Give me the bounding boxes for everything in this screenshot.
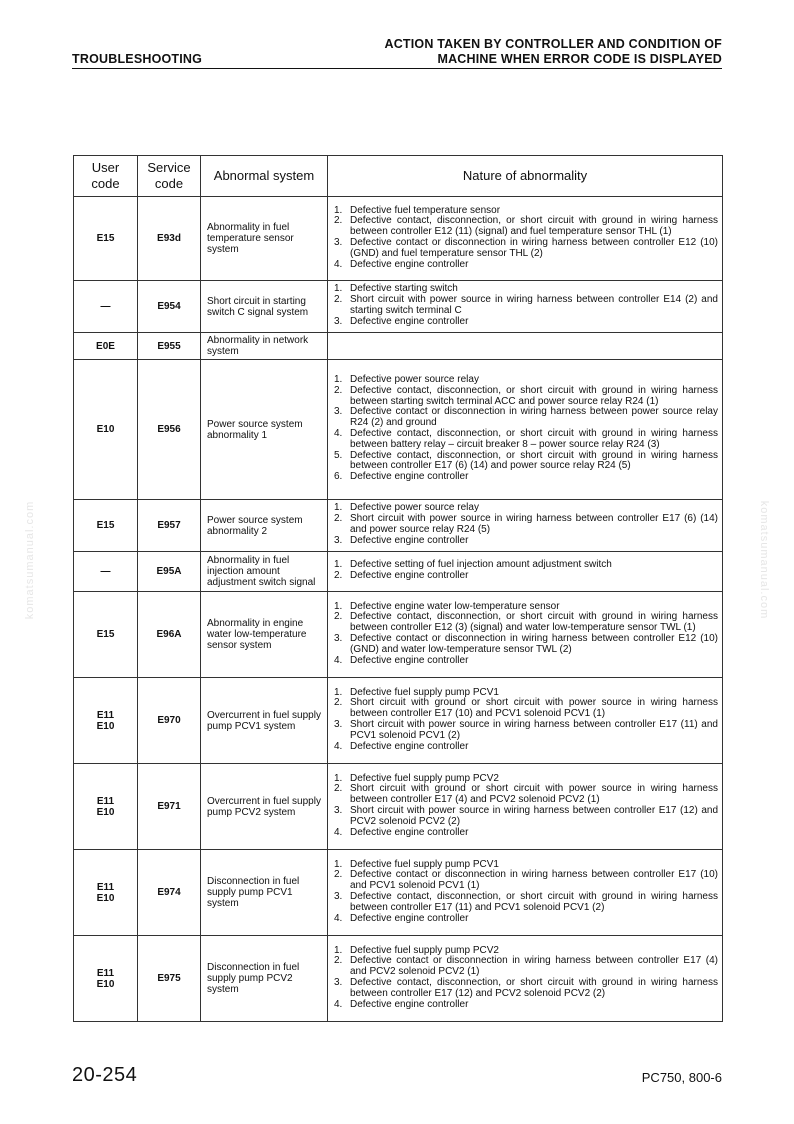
cause-text: Defective contact or disconnection in wiring harness between controller E12 (10) (GND) and water low-temperature sensor TWL (2)	[350, 633, 718, 655]
cause-list	[334, 206, 718, 271]
abnormal-system: Abnormality in engine water low-temperature sensor system	[201, 592, 328, 678]
table-row	[74, 850, 723, 936]
page-title-line-1: ACTION TAKEN BY CONTROLLER AND CONDITION OF	[384, 37, 722, 51]
cause-item	[334, 806, 718, 828]
cause-item	[334, 514, 718, 536]
cause-item	[334, 656, 718, 667]
nature-of-abnormality	[328, 552, 723, 592]
cause-text: Defective setting of fuel injection amount adjustment switch	[350, 559, 612, 571]
cause-number: 4.	[334, 740, 343, 752]
table-row	[74, 500, 723, 552]
service-code: E957	[138, 500, 201, 552]
cause-number: 3.	[334, 977, 343, 988]
cause-text: Defective contact, disconnection, or short circuit with ground in wiring harness between controller E12 (11) (signal) and fuel temperature sensor THL (1)	[350, 215, 718, 238]
header-nature-of-abnormality: Nature of abnormality	[328, 156, 723, 197]
cause-text: Short circuit with power source in wiring harness between controller E17 (11) and PCV1 solenoid PCV1 (2)	[350, 719, 718, 741]
nature-of-abnormality	[328, 764, 723, 850]
cause-item	[334, 1000, 718, 1011]
cause-number: 1.	[334, 772, 343, 784]
cause-item	[334, 429, 718, 451]
nature-of-abnormality	[328, 360, 723, 500]
cause-text: Defective engine controller	[350, 258, 469, 270]
cause-text: Defective power source relay	[350, 374, 479, 386]
cause-item	[334, 451, 718, 473]
cause-number: 2.	[334, 294, 343, 306]
page-title	[384, 37, 722, 67]
user-code: E11	[96, 967, 115, 979]
cause-number: 1.	[334, 944, 343, 956]
cause-text: Defective fuel temperature sensor	[350, 204, 501, 216]
cause-item	[334, 914, 718, 925]
service-code: E971	[138, 764, 201, 850]
cause-text: Defective engine controller	[350, 998, 469, 1010]
cause-item	[334, 216, 718, 238]
cause-number: 2.	[334, 513, 343, 525]
service-code: E955	[138, 333, 201, 360]
user-code-cell	[74, 552, 138, 592]
cause-number: 3.	[334, 237, 343, 248]
cause-item	[334, 238, 718, 260]
cause-item	[334, 386, 718, 408]
user-code-cell	[74, 197, 138, 281]
cause-text: Defective engine controller	[350, 740, 469, 752]
cause-list	[334, 375, 718, 483]
nature-of-abnormality	[328, 197, 723, 281]
cause-item	[334, 634, 718, 656]
service-code: E975	[138, 936, 201, 1022]
cause-number: 1.	[334, 858, 343, 870]
cause-text: Defective contact or disconnection in wiring harness between controller E12 (10) (GND) and fuel temperature sensor THL (2)	[350, 237, 718, 259]
cause-item	[334, 892, 718, 914]
abnormal-system: Disconnection in fuel supply pump PCV2 system	[201, 936, 328, 1022]
user-code: E10	[96, 978, 115, 990]
cause-item	[334, 317, 718, 328]
user-code: E15	[96, 520, 115, 531]
cause-item	[334, 978, 718, 1000]
cause-text: Short circuit with ground or short circuit with power source in wiring harness between controller E17 (4) and PCV2 solenoid PCV2 (1)	[350, 783, 718, 806]
cause-number: 6.	[334, 471, 343, 483]
cause-list	[334, 774, 718, 839]
table-row	[74, 197, 723, 281]
abnormal-system: Power source system abnormality 1	[201, 360, 328, 500]
cause-item	[334, 828, 718, 839]
service-code: E95A	[138, 552, 201, 592]
header-abnormal-system: Abnormal system	[201, 156, 328, 197]
cause-number: 4.	[334, 258, 343, 270]
cause-text: Defective contact or disconnection in wiring harness between controller E17 (4) and PCV2 solenoid PCV2 (1)	[350, 955, 718, 978]
cause-text: Short circuit with power source in wiring harness between controller E17 (6) (14) and power source relay R24 (5)	[350, 513, 718, 535]
service-code: E956	[138, 360, 201, 500]
table-body	[74, 197, 723, 1022]
user-code: E10	[96, 720, 115, 732]
service-code: E96A	[138, 592, 201, 678]
cause-number: 3.	[334, 719, 343, 730]
cause-text: Defective contact or disconnection in wiring harness between controller E17 (10) and PCV1 solenoid PCV1 (1)	[350, 869, 718, 892]
cause-text: Defective contact, disconnection, or short circuit with ground in wiring harness between controller E17 (12) and PCV2 solenoid PCV2 (2)	[350, 977, 718, 999]
user-code-cell	[74, 592, 138, 678]
page-title-line-2: MACHINE WHEN ERROR CODE IS DISPLAYED	[437, 52, 722, 66]
user-code-cell	[74, 500, 138, 552]
nature-of-abnormality	[328, 678, 723, 764]
cause-number: 2.	[334, 384, 343, 396]
cause-number: 4.	[334, 428, 343, 439]
cause-number: 1.	[334, 204, 343, 216]
user-code-cell	[74, 850, 138, 936]
cause-text: Defective engine controller	[350, 912, 469, 924]
cause-list	[334, 560, 718, 582]
user-code: —	[100, 301, 111, 312]
cause-number: 4.	[334, 912, 343, 924]
cause-text: Defective engine controller	[350, 654, 469, 666]
cause-list	[334, 860, 718, 925]
user-code-cell	[74, 281, 138, 333]
cause-number: 2.	[334, 215, 343, 227]
cause-item	[334, 956, 718, 978]
cause-text: Defective engine controller	[350, 534, 469, 546]
header-rule	[72, 68, 722, 69]
cause-number: 3.	[334, 315, 343, 327]
cause-number: 1.	[334, 559, 343, 571]
cause-text: Short circuit with power source in wiring harness between controller E17 (12) and PCV2 solenoid PCV2 (2)	[350, 805, 718, 827]
cause-number: 3.	[334, 805, 343, 816]
cause-list	[334, 688, 718, 753]
cause-text: Defective engine controller	[350, 826, 469, 838]
table-row	[74, 281, 723, 333]
table-row	[74, 360, 723, 500]
cause-item	[334, 870, 718, 892]
cause-number: 2.	[334, 783, 343, 795]
user-code: E10	[96, 806, 115, 818]
cause-text: Defective contact, disconnection, or short circuit with ground in wiring harness between controller E17 (11) and PCV1 solenoid PCV1 (2)	[350, 891, 718, 913]
table-header-row	[74, 156, 723, 197]
cause-item	[334, 472, 718, 483]
cause-item	[334, 698, 718, 720]
abnormal-system: Overcurrent in fuel supply pump PCV2 system	[201, 764, 328, 850]
cause-item	[334, 536, 718, 547]
user-code: E0E	[96, 340, 115, 352]
cause-text: Short circuit with ground or short circuit with power source in wiring harness between controller E17 (10) and PCV1 solenoid PCV1 (1)	[350, 697, 718, 720]
cause-number: 5.	[334, 449, 343, 461]
user-code: —	[100, 566, 111, 577]
user-code-cell	[74, 360, 138, 500]
header-user-code: User code	[74, 156, 138, 197]
cause-number: 1.	[334, 686, 343, 698]
cause-number: 2.	[334, 570, 343, 581]
service-code: E970	[138, 678, 201, 764]
cause-text: Defective power source relay	[350, 502, 479, 514]
cause-number: 3.	[334, 406, 343, 418]
user-code-cell	[74, 764, 138, 850]
cause-list	[334, 503, 718, 546]
cause-list	[334, 602, 718, 667]
cause-number: 3.	[334, 534, 343, 546]
cause-text: Defective fuel supply pump PCV2	[350, 944, 499, 956]
cause-item	[334, 720, 718, 742]
section-title: TROUBLESHOOTING	[72, 52, 203, 66]
user-code: E11	[96, 795, 115, 807]
cause-item	[334, 295, 718, 317]
cause-number: 2.	[334, 697, 343, 709]
table-row	[74, 678, 723, 764]
cause-item	[334, 742, 718, 753]
cause-number: 4.	[334, 654, 343, 666]
cause-item	[334, 260, 718, 271]
cause-text: Defective contact, disconnection, or short circuit with ground in wiring harness between controller E17 (6) (14) and power source relay R24 (5)	[350, 449, 718, 472]
cause-text: Defective contact, disconnection, or short circuit with ground in wiring harness between battery relay – circuit breaker 8 – power source relay R24 (3)	[350, 428, 718, 450]
cause-text: Defective starting switch	[350, 283, 458, 295]
page-number: 20-254	[72, 1064, 138, 1086]
user-code: E10	[96, 892, 115, 904]
cause-text: Defective engine controller	[350, 570, 469, 581]
watermark-right: komatsumanual.com	[758, 500, 770, 620]
cause-number: 2.	[334, 869, 343, 881]
nature-of-abnormality	[328, 850, 723, 936]
cause-item	[334, 784, 718, 806]
abnormal-system: Abnormality in fuel temperature sensor system	[201, 197, 328, 281]
cause-number: 4.	[334, 826, 343, 838]
cause-number: 2.	[334, 955, 343, 967]
cause-number: 1.	[334, 502, 343, 514]
service-code: E954	[138, 281, 201, 333]
user-code-cell	[74, 936, 138, 1022]
cause-text: Defective contact or disconnection in wiring harness between power source relay R24 (2) and ground	[350, 406, 718, 429]
cause-item	[334, 407, 718, 429]
cause-text: Defective engine controller	[350, 471, 469, 483]
cause-number: 4.	[334, 998, 343, 1010]
abnormal-system: Abnormality in fuel injection amount adjustment switch signal	[201, 552, 328, 592]
cause-number: 1.	[334, 374, 343, 386]
table-row	[74, 936, 723, 1022]
nature-of-abnormality	[328, 500, 723, 552]
cause-list	[334, 284, 718, 327]
cause-item	[334, 612, 718, 634]
cause-number: 2.	[334, 611, 343, 623]
nature-of-abnormality	[328, 333, 723, 360]
abnormal-system: Short circuit in starting switch C signal system	[201, 281, 328, 333]
nature-of-abnormality	[328, 936, 723, 1022]
user-code-cell	[74, 678, 138, 764]
user-code: E15	[96, 629, 115, 640]
cause-number: 3.	[334, 891, 343, 902]
user-code-cell	[74, 333, 138, 360]
cause-number: 1.	[334, 600, 343, 612]
user-code: E10	[96, 424, 115, 435]
cause-list	[334, 946, 718, 1011]
error-code-table	[73, 155, 723, 1022]
nature-of-abnormality	[328, 281, 723, 333]
nature-of-abnormality	[328, 592, 723, 678]
user-code: E11	[96, 709, 115, 721]
cause-text: Defective contact, disconnection, or short circuit with ground in wiring harness between controller E12 (3) (signal) and water low-temperature sensor TWL (1)	[350, 611, 718, 634]
abnormal-system: Abnormality in network system	[201, 333, 328, 360]
cause-text: Defective engine water low-temperature sensor	[350, 600, 560, 612]
watermark-left: komatsumanual.com	[24, 500, 36, 620]
table-row	[74, 764, 723, 850]
cause-text: Defective contact, disconnection, or short circuit with ground in wiring harness between starting switch terminal ACC and power source relay R24 (1)	[350, 384, 718, 407]
cause-text: Defective fuel supply pump PCV1	[350, 858, 499, 870]
service-code: E93d	[138, 197, 201, 281]
user-code: E11	[96, 881, 115, 893]
cause-text: Defective engine controller	[350, 315, 469, 327]
cause-text: Short circuit with power source in wiring harness between controller E14 (2) and starting switch terminal C	[350, 294, 718, 316]
cause-item	[334, 571, 718, 582]
model-number: PC750, 800-6	[641, 1070, 722, 1085]
cause-number: 3.	[334, 633, 343, 644]
cause-text: Defective fuel supply pump PCV1	[350, 686, 499, 698]
cause-number: 1.	[334, 283, 343, 295]
abnormal-system: Overcurrent in fuel supply pump PCV1 system	[201, 678, 328, 764]
table-row	[74, 592, 723, 678]
user-code: E15	[96, 233, 115, 244]
abnormal-system: Disconnection in fuel supply pump PCV1 system	[201, 850, 328, 936]
abnormal-system: Power source system abnormality 2	[201, 500, 328, 552]
table-row	[74, 333, 723, 360]
table-row	[74, 552, 723, 592]
cause-text: Defective fuel supply pump PCV2	[350, 772, 499, 784]
header-service-code: Service code	[138, 156, 201, 197]
service-code: E974	[138, 850, 201, 936]
